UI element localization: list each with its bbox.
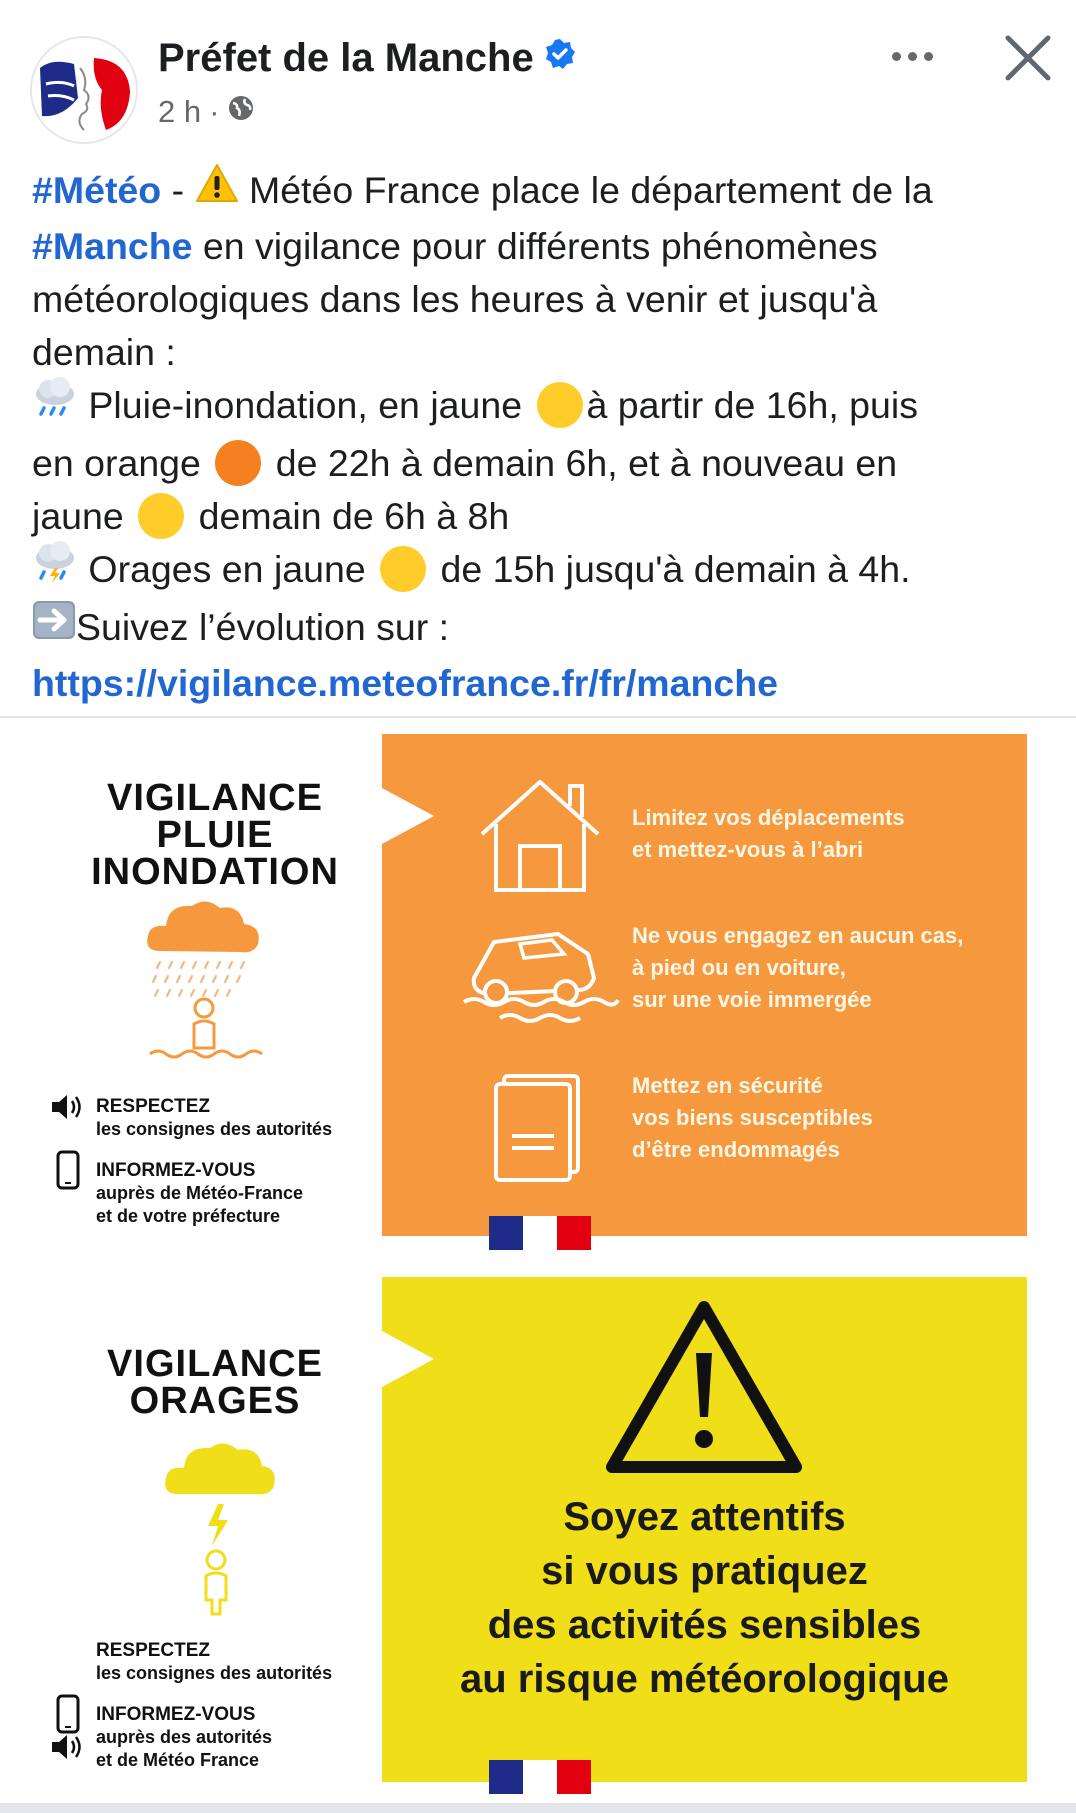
french-republic-logo: [489, 1216, 591, 1250]
hashtag-manche[interactable]: #Manche: [32, 225, 193, 268]
storm-inform-head: INFORMEZ-VOUS: [96, 1704, 256, 1725]
rain-inform-head: INFORMEZ-VOUS: [96, 1160, 256, 1181]
text-fragment: Orages en jaune: [78, 548, 377, 591]
phone-icon: [56, 1150, 80, 1190]
storm-respect-body: les consignes des autorités: [96, 1663, 333, 1683]
meteo-france-link[interactable]: https://vigilance.meteofrance.fr/fr/manche: [32, 662, 779, 705]
text-fragment: de 15h jusqu'à demain à 4h.: [430, 548, 911, 591]
text-fragment: Suivez l’évolution sur :: [76, 606, 450, 649]
more-options-button[interactable]: [880, 36, 944, 76]
panel-pointer: [382, 788, 434, 844]
storm-inform-body-2: et de Météo France: [96, 1750, 260, 1770]
rain-title-1: VIGILANCE: [107, 777, 323, 819]
phone-icon: [56, 1694, 80, 1734]
house-icon: [478, 776, 602, 894]
storm-vigilance-title: [60, 1343, 370, 1422]
text-line-1: [32, 164, 1052, 220]
rain-inform-body-2: et de votre préfecture: [96, 1206, 281, 1226]
right-arrow-icon: [32, 600, 76, 654]
text-line-8: [32, 543, 1052, 601]
text-line-4: demain :: [32, 331, 176, 374]
rain-advice-3: [632, 1070, 873, 1166]
storm-message: [382, 1490, 1027, 1706]
orange-circle-icon: [215, 440, 261, 486]
warning-icon: [195, 163, 239, 217]
warning-triangle-icon: [604, 1299, 804, 1475]
text-fragment: en vigilance pour différents phénomènes: [192, 225, 878, 268]
rain-title-3: INONDATION: [91, 851, 339, 893]
rain-advice-1-line: et mettez-vous à l’abri: [632, 837, 864, 862]
storm-message-line: au risque météorologique: [460, 1657, 949, 1701]
text-line-3: météorologiques dans les heures à venir et jusqu'à: [32, 278, 878, 321]
rain-advice-panel: [382, 734, 1027, 1236]
text-fragment: à partir de 16h, puis: [586, 384, 918, 427]
yellow-circle-icon: [138, 493, 184, 539]
post-time[interactable]: 2 h: [158, 94, 202, 129]
rain-advice-3-line: d’être endommagés: [632, 1137, 840, 1162]
page-avatar[interactable]: [30, 36, 138, 144]
page-name-text[interactable]: Préfet de la Manche: [158, 36, 534, 80]
rain-cloud-icon: [32, 376, 78, 434]
text-fragment: -: [161, 169, 195, 211]
globe-icon: [227, 94, 255, 130]
text-line-10: [32, 657, 1052, 710]
text-fragment: demain de 6h à 8h: [188, 495, 510, 538]
text-fragment: Météo France place le département de la: [238, 169, 933, 211]
storm-message-line: si vous pratiquez: [541, 1549, 868, 1593]
more-icon-dot: [924, 52, 933, 61]
rain-advice-1: [632, 802, 905, 866]
storm-message-line: Soyez attentifs: [563, 1495, 846, 1539]
close-button[interactable]: [1000, 30, 1056, 86]
more-icon-dot: [908, 52, 917, 61]
french-republic-logo: [489, 1760, 591, 1794]
rain-advice-3-line: Mettez en sécurité: [632, 1073, 823, 1098]
documents-icon: [492, 1074, 584, 1182]
text-line-9: [32, 601, 1052, 657]
text-fragment: Pluie-inondation, en jaune: [78, 384, 533, 427]
yellow-circle-icon: [537, 382, 583, 428]
text-fragment: jaune: [32, 495, 135, 538]
rain-inform-body-1: auprès de Météo-France: [96, 1183, 304, 1203]
bottom-separator: [0, 1803, 1076, 1813]
storm-title-1: VIGILANCE: [107, 1343, 323, 1385]
page-name[interactable]: [158, 36, 576, 83]
rain-title-2: PLUIE: [156, 814, 274, 856]
verified-badge-icon: [544, 35, 576, 80]
rain-person-icon: [140, 896, 270, 1076]
vigilance-infographic[interactable]: [0, 718, 1076, 1803]
post-text: [32, 164, 1052, 710]
post-meta: [158, 94, 255, 130]
storm-person-icon: [160, 1438, 280, 1618]
panel-pointer: [382, 1331, 434, 1387]
rain-advice-2-line: à pied ou en voiture,: [632, 955, 846, 980]
rain-advice-2: [632, 920, 963, 1016]
meta-separator: ·: [209, 94, 220, 129]
rain-advice-1-line: Limitez vos déplacements: [632, 805, 905, 830]
rain-advice-2-line: Ne vous engagez en aucun cas,: [632, 923, 964, 948]
close-icon: [1000, 30, 1056, 86]
rain-vigilance-title: [60, 777, 370, 893]
rain-advice-3-line: vos biens susceptibles: [632, 1105, 873, 1130]
text-line-6: [32, 437, 1052, 490]
storm-message-line: des activités sensibles: [487, 1603, 922, 1647]
hashtag-meteo[interactable]: #Météo: [32, 169, 162, 211]
text-line-7: [32, 490, 1052, 543]
text-line-5: [32, 379, 1052, 437]
marianne-logo-icon: [32, 38, 138, 144]
speaker-icon: [50, 1732, 86, 1762]
speaker-icon: [50, 1092, 86, 1122]
storm-inform-body-1: auprès des autorités: [96, 1727, 273, 1747]
more-icon-dot: [892, 52, 901, 61]
car-in-water-icon: [460, 920, 620, 1030]
text-fragment: de 22h à demain 6h, et à nouveau en: [265, 442, 898, 485]
storm-respect-head: RESPECTEZ: [96, 1640, 211, 1661]
yellow-circle-icon: [380, 546, 426, 592]
storm-title-2: ORAGES: [129, 1380, 301, 1422]
rain-respect-body: les consignes des autorités: [96, 1119, 333, 1139]
text-line-2: [32, 220, 1052, 273]
post-header: [0, 0, 1076, 150]
rain-respect-head: RESPECTEZ: [96, 1096, 211, 1117]
rain-advice-2-line: sur une voie immergée: [632, 987, 872, 1012]
storm-cloud-icon: [32, 540, 78, 598]
text-fragment: en orange: [32, 442, 212, 485]
